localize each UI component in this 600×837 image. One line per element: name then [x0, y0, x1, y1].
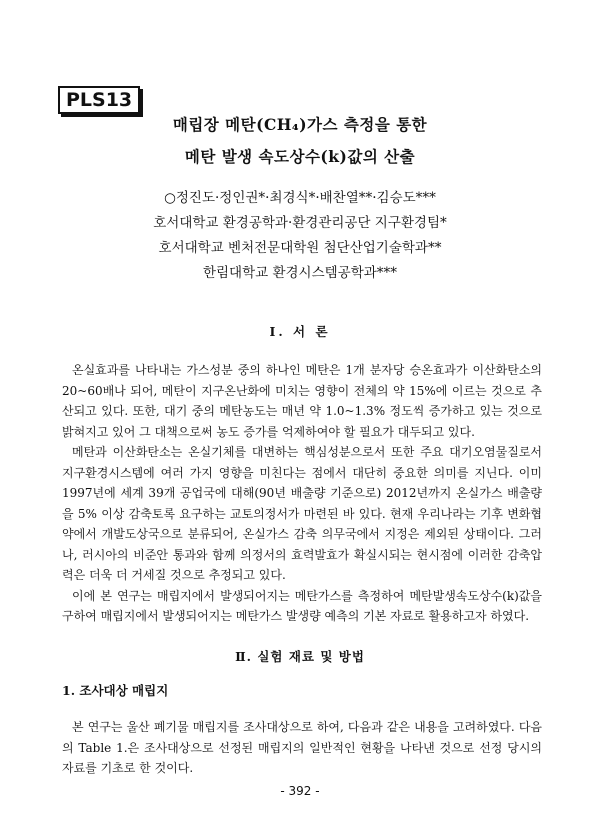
affiliation-line: 호서대학교 벤처전문대학원 첨단산업기술학과**: [158, 240, 442, 256]
affiliation-line: 호서대학교 환경공학과·환경관리공단 지구환경팀*: [153, 215, 447, 231]
section-heading-methods: Ⅱ. 실험 재료 및 방법: [235, 649, 365, 664]
paragraph: 본 연구는 울산 폐기물 매립지를 조사대상으로 하여, 다음과 같은 내용을 고려하였다. 다음의 Table 1.은 조사대상으로 선정된 매립지의 일반적인 현황을 나타낸 것으로 선정 당시의 자료를 기초로 한 것이다.: [62, 720, 542, 775]
session-tag: PLS13: [58, 86, 140, 114]
author-block: [0, 186, 600, 286]
author-names: ○정진도·정인권*·최경식*·배찬열**·김승도***: [164, 190, 436, 206]
paragraph: 메탄과 이산화탄소는 온실기체를 대변하는 핵심성분으로서 또한 주요 대기오염물질로서 지구환경시스템에 여러 가지 영향을 미친다는 점에서 대단히 중요한 의미를 지닌다. 이미 1997년에 세계 39개 공업국에 대해(90년 배출량 기준으로) 2012년까지 온실가스 배출량을 5% 이상 감축토록 요구하는 교토의정서가 마련된 바 있다. 현재 우리나라는 기후 변화협약에서 개발도상국으로 분류되어, 온실가스 감축 의무국에서 지정은 제외된 상태이다. 그러나, 러시아의 비준안 통과와 함께 의정서의 효력발효가 확실시되는 현시점에 이러한 감축압력은 더욱 더 거세질 것으로 추정되고 있다.: [62, 445, 542, 582]
page-number: - 392 -: [280, 784, 320, 798]
affiliation-line: 한림대학교 환경시스템공학과***: [202, 265, 398, 281]
section-heading-introduction: Ⅰ. 서 론: [269, 324, 331, 339]
paragraph: 이에 본 연구는 매립지에서 발생되어지는 메탄가스를 측정하여 메탄발생속도상수(k)값을 구하여 매립지에서 발생되어지는 메탄가스 발생량 예측의 기본 자료로 활용하고자 하였다.: [62, 588, 542, 623]
subsection-heading: 1. 조사대상 매립지: [62, 683, 169, 698]
introduction-body: [62, 360, 542, 627]
methods-body: [62, 717, 542, 779]
paragraph: 온실효과를 나타내는 가스성분 중의 하나인 메탄은 1개 분자당 승온효과가 이산화탄소의 20~60배나 되어, 메탄이 지구온난화에 미치는 영향이 전체의 약 15%에 이르는 것으로 추산되고 있다. 또한, 대기 중의 메탄농도는 매년 약 1.0~1.3% 정도씩 증가하고 있는 것으로 밝혀지고 있어 그 대책으로써 농도 증가를 억제하여야 할 필요가 대두되고 있다.: [62, 363, 542, 439]
paper-title-line-2: 메탄 발생 속도상수(k)값의 산출: [184, 147, 416, 166]
paper-title-line-1: 매립장 메탄(CH₄)가스 측정을 통한: [172, 115, 428, 134]
